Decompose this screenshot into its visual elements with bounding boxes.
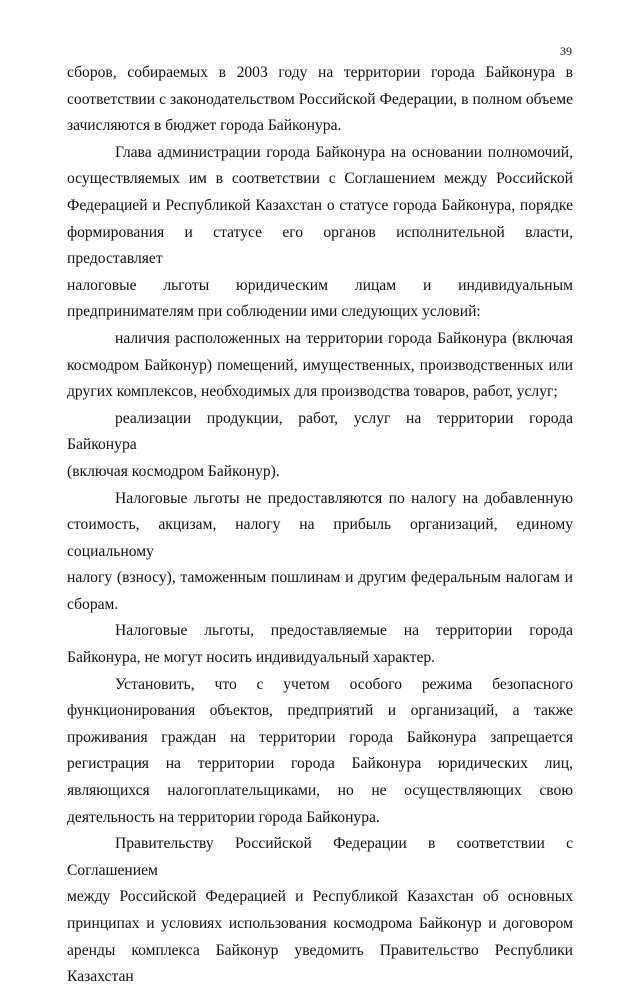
- text-line: формирования и статусе его органов исполнительной власти, предоставляет: [67, 223, 573, 268]
- paragraph: [67, 618, 573, 671]
- text-line: космодром Байконур) помещений, имущественных, производственных или: [67, 356, 573, 374]
- text-line: сборам.: [67, 595, 119, 613]
- text-line: (включая космодром Байконур).: [67, 462, 280, 480]
- paragraph: [67, 831, 573, 991]
- text-line: являющихся налогоплательщиками, но не осуществляющих свою: [67, 782, 573, 800]
- text-line: Налоговые льготы, предоставляемые на территории города: [115, 622, 573, 640]
- page-number: 39: [560, 44, 572, 58]
- text-line: регистрация на территории города Байконура юридических лиц,: [67, 755, 573, 773]
- text-line: предпринимателям при соблюдении ими следующих условий:: [67, 303, 481, 321]
- text-line: сборов, собираемых в 2003 году на территории города Байконура в: [67, 64, 573, 81]
- text-line: Глава администрации города Байконура на основании полномочий,: [115, 143, 573, 161]
- paragraph: [67, 486, 573, 619]
- text-line: между Российской Федерацией и Республикой Казахстан об основных: [67, 888, 573, 906]
- text-line: функционирования объектов, предприятий и организаций, а также: [67, 702, 573, 720]
- text-line: реализации продукции, работ, услуг на территории города Байконура: [67, 409, 573, 454]
- text-line: других комплексов, необходимых для производства товаров, работ, услуг;: [67, 383, 558, 401]
- text-line: аренды комплекса Байконур уведомить Правительство Республики Казахстан: [67, 941, 573, 986]
- text-line: Байконура, не могут носить индивидуальный характер.: [67, 649, 436, 667]
- text-line: стоимость, акцизам, налогу на прибыль организаций, единому социальному: [67, 516, 573, 560]
- paragraph: [67, 326, 573, 406]
- text-line: проживания граждан на территории города Байконура запрещается: [67, 728, 573, 746]
- paragraph: [67, 60, 573, 140]
- text-line: соответствии с законодательством Российской Федерации, в полном объеме: [67, 90, 573, 108]
- paragraph: [67, 672, 573, 832]
- text-line: принципах и условиях использования космодрома Байконур и договором: [67, 915, 573, 932]
- text-line: Федерацией и Республикой Казахстан о статусе города Байконура, порядке: [67, 196, 573, 214]
- text-line: налогу (взносу), таможенным пошлинам и другим федеральным налогам и: [67, 569, 573, 587]
- paragraph: [67, 140, 573, 326]
- text-line: зачисляются в бюджет города Байконура.: [67, 117, 342, 135]
- text-line: Установить, что с учетом особого режима безопасного: [115, 675, 573, 693]
- text-line: Правительству Российской Федерации в соответствии с Соглашением: [67, 835, 573, 879]
- text-line: Налоговые льготы не предоставляются по налогу на добавленную: [115, 489, 573, 507]
- paragraph: [67, 406, 573, 486]
- document-body: [67, 60, 573, 991]
- text-line: наличия расположенных на территории города Байконура (включая: [115, 329, 573, 347]
- text-line: осуществляемых им в соответствии с Соглашением между Российской: [67, 170, 573, 188]
- text-line: деятельность на территории города Байконура.: [67, 808, 380, 826]
- text-line: налоговые льготы юридическим лицам и индивидуальным: [67, 276, 573, 294]
